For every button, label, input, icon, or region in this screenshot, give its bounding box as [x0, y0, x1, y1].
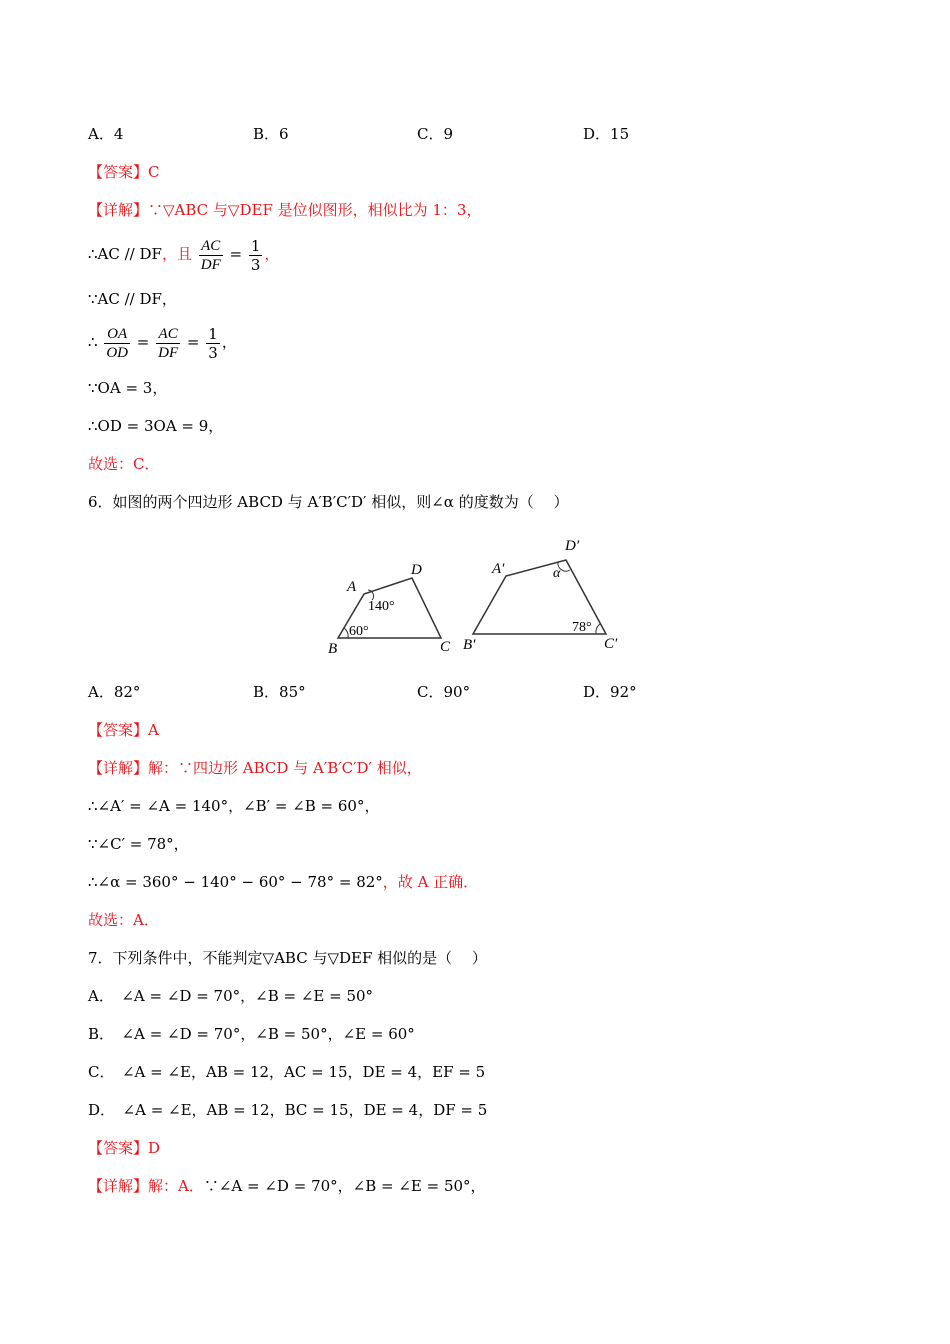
- q7-detail-option: 解：A．: [148, 1177, 204, 1195]
- detail-label: 【详解】: [88, 1177, 149, 1195]
- q6-conclusion: 故选：A．: [88, 911, 159, 929]
- q5-detail-text: ∵▽ABC 与▽DEF 是位似图形，相似比为 1：3，: [148, 201, 482, 219]
- label-c: C: [440, 639, 451, 655]
- q5-detail-line1: [88, 200, 481, 220]
- q5-detail-line5: ∵OA = 3，: [88, 379, 168, 397]
- equals-sign: =: [136, 333, 150, 351]
- q7-option-a: A． ∠A = ∠D = 70°，∠B = ∠E = 50°: [88, 987, 374, 1005]
- angle-b-value: 60°: [349, 624, 369, 639]
- fraction-1-3: $\frac{1}{3}$: [250, 236, 261, 274]
- q6-figure: [320, 530, 630, 660]
- label-c-prime: C′: [604, 636, 618, 652]
- angle-b-arc: [344, 628, 348, 638]
- q6-option-d: D．92°: [583, 683, 637, 701]
- q6-detail-text: 解：∵四边形 ABCD 与 A′B′C′D′ 相似，: [148, 759, 422, 777]
- q5-and: ，且: [161, 245, 192, 263]
- q7-option-d: D． ∠A = ∠E，AB = 12，BC = 15，DE = 4，DF = 5: [88, 1101, 488, 1119]
- q5-detail-line4: [88, 322, 237, 362]
- q5-option-c: C．9: [417, 125, 454, 143]
- label-b: B: [328, 641, 338, 657]
- fraction-1-3: $\frac{1}{3}$: [208, 324, 218, 362]
- comma: ，: [221, 333, 237, 351]
- q7-option-b: B． ∠A = ∠D = 70°，∠B = 50°，∠E = 60°: [88, 1025, 415, 1043]
- fraction-ac-df: $\frac{AC}{DF}$: [200, 237, 221, 273]
- q6-detail-line2: ∴∠A′ = ∠A = 140°，∠B′ = ∠B = 60°，: [88, 797, 380, 815]
- detail-label: 【详解】: [88, 201, 149, 219]
- equals-sign: =: [186, 333, 200, 351]
- q5-detail-line6: ∴OD = 3OA = 9，: [88, 417, 224, 435]
- angle-c-prime-value: 78°: [572, 620, 592, 635]
- q6-option-b: B．85°: [253, 683, 306, 701]
- q7-option-c: C． ∠A = ∠E，AB = 12，AC = 15，DE = 4，EF = 5: [88, 1063, 486, 1081]
- q5-option-a: A．4: [88, 125, 124, 143]
- alpha-label: α: [553, 566, 561, 581]
- detail-label: 【详解】: [88, 759, 149, 777]
- q6-calculation: ∴∠α = 360° − 140° − 60° − 78° = 82°: [88, 873, 383, 891]
- fraction-ac-df: $\frac{AC}{DF}$: [158, 325, 179, 361]
- q5-parallel: ∴AC // DF: [88, 245, 162, 263]
- q6-detail-line4: [88, 872, 478, 892]
- q5-conclusion: 故选：C．: [88, 455, 160, 473]
- q6-option-a: A．82°: [88, 683, 141, 701]
- label-a-prime: A′: [492, 561, 505, 577]
- q6-question: 6．如图的两个四边形 ABCD 与 A′B′C′D′ 相似，则∠α 的度数为（ ）: [88, 493, 569, 511]
- q6-answer: 【答案】A: [88, 721, 159, 739]
- q7-question: 7．下列条件中，不能判定▽ABC 与▽DEF 相似的是（ ）: [88, 949, 487, 967]
- q5-detail-line2: [88, 234, 279, 274]
- label-d-prime: D′: [565, 538, 580, 554]
- label-d: D: [411, 562, 422, 578]
- q6-correct-note: ，故 A 正确．: [382, 873, 479, 891]
- q6-detail-line3: ∵∠C′ = 78°，: [88, 835, 189, 853]
- angle-a-value: 140°: [368, 599, 395, 614]
- therefore-symbol: ∴: [88, 333, 98, 351]
- label-a: A: [347, 579, 357, 595]
- angle-c-prime-arc: [596, 624, 600, 634]
- q7-answer: 【答案】D: [88, 1139, 161, 1157]
- q7-detail-line1: [88, 1176, 486, 1196]
- comma: ，: [264, 245, 280, 263]
- equals-sign: =: [229, 245, 243, 263]
- label-b-prime: B′: [463, 637, 476, 653]
- q5-detail-line3: ∵AC // DF，: [88, 290, 177, 308]
- fraction-oa-od: $\frac{OA}{OD}$: [106, 325, 128, 361]
- q5-option-b: B．6: [253, 125, 289, 143]
- q6-option-c: C．90°: [417, 683, 471, 701]
- q5-option-d: D．15: [583, 125, 630, 143]
- q6-detail-line1: [88, 758, 422, 778]
- q7-detail-text: ∵∠A = ∠D = 70°，∠B = ∠E = 50°，: [203, 1177, 486, 1195]
- q5-answer: 【答案】C: [88, 163, 160, 181]
